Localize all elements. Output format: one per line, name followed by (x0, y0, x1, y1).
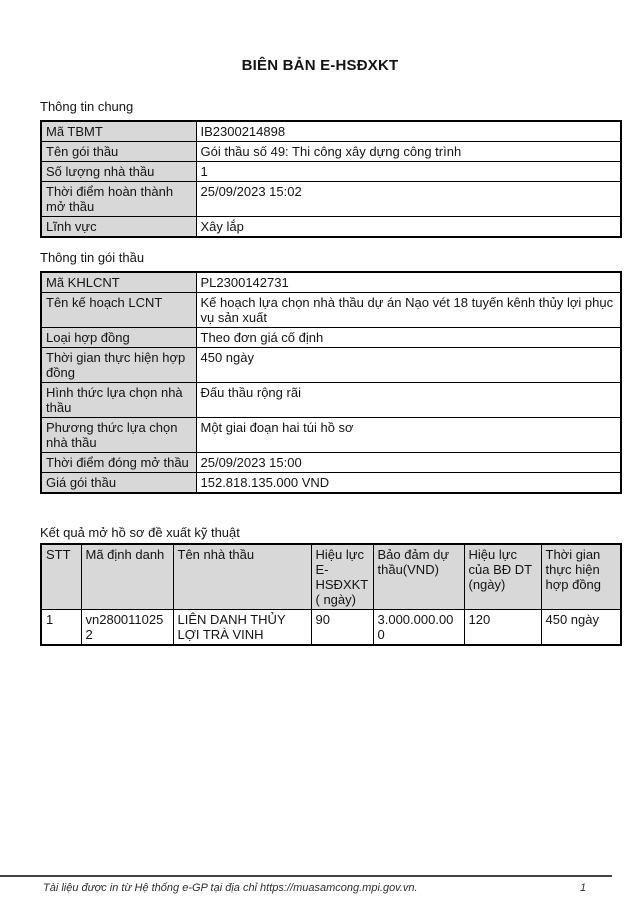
cell-contract-duration: 450 ngày (541, 610, 621, 646)
row-value: 25/09/2023 15:02 (196, 182, 621, 217)
results-header-row (41, 544, 621, 610)
row-label: Thời điểm đóng mở thầu (41, 453, 196, 473)
results-column-header: Bảo đảm dự thầu(VND) (373, 544, 464, 610)
results-column-header: Hiệu lực E-HSĐXKT( ngày) (311, 544, 373, 610)
row-value: Đấu thầu rộng rãi (196, 383, 621, 418)
table-row (41, 142, 621, 162)
row-value: 25/09/2023 15:00 (196, 453, 621, 473)
cell-contractor-id: vn2800110252 (81, 610, 173, 646)
row-label: Thời gian thực hiện hợp đồng (41, 348, 196, 383)
table-row (41, 328, 621, 348)
table-row (41, 418, 621, 453)
table-row (41, 453, 621, 473)
row-value: IB2300214898 (196, 121, 621, 142)
table-row (41, 217, 621, 238)
row-value: Một giai đoạn hai túi hồ sơ (196, 418, 621, 453)
table-row (41, 162, 621, 182)
row-value: PL2300142731 (196, 272, 621, 293)
results-data-row (41, 610, 621, 646)
footer-note: Tài liệu được in từ Hệ thống e-GP tại địa chỉ https://muasamcong.mpi.gov.vn. (43, 882, 418, 894)
row-label: Thời điểm hoàn thành mở thầu (41, 182, 196, 217)
cell-contractor-name: LIÊN DANH THỦY LỢI TRÀ VINH (173, 610, 311, 646)
section-heading-general-info: Thông tin chung (40, 99, 134, 114)
row-value: Kế hoạch lựa chọn nhà thầu dự án Nạo vét 18 tuyến kênh thủy lợi phục vụ sản xuất (196, 293, 621, 328)
row-label: Mã TBMT (41, 121, 196, 142)
general-info-table (40, 120, 622, 238)
row-label: Số lượng nhà thầu (41, 162, 196, 182)
row-value: Gói thầu số 49: Thi công xây dựng công trình (196, 142, 621, 162)
row-label: Phương thức lựa chọn nhà thầu (41, 418, 196, 453)
row-label: Tên gói thầu (41, 142, 196, 162)
row-label: Giá gói thầu (41, 473, 196, 494)
results-column-header: STT (41, 544, 81, 610)
table-row (41, 182, 621, 217)
row-label: Lĩnh vực (41, 217, 196, 238)
row-value: Xây lắp (196, 217, 621, 238)
row-value: Theo đơn giá cố định (196, 328, 621, 348)
cell-validity: 90 (311, 610, 373, 646)
cell-security-validity: 120 (464, 610, 541, 646)
section-heading-results: Kết quả mở hồ sơ đề xuất kỹ thuật (40, 525, 240, 540)
cell-stt: 1 (41, 610, 81, 646)
results-column-header: Hiệu lực của BĐ DT (ngày) (464, 544, 541, 610)
row-label: Mã KHLCNT (41, 272, 196, 293)
document-content (40, 57, 620, 646)
footer-divider (0, 875, 612, 877)
row-value: 450 ngày (196, 348, 621, 383)
table-row (41, 293, 621, 328)
row-label: Tên kế hoạch LCNT (41, 293, 196, 328)
row-label: Hình thức lựa chọn nhà thầu (41, 383, 196, 418)
table-row (41, 121, 621, 142)
page-title: BIÊN BẢN E-HSĐXKT (241, 57, 399, 74)
results-table (40, 543, 622, 646)
package-info-table (40, 271, 622, 494)
table-row (41, 473, 621, 494)
results-column-header: Tên nhà thầu (173, 544, 311, 610)
results-column-header: Mã định danh (81, 544, 173, 610)
row-value: 152.818.135.000 VND (196, 473, 621, 494)
results-column-header: Thời gian thực hiện hợp đồng (541, 544, 621, 610)
section-heading-package-info: Thông tin gói thầu (40, 250, 145, 265)
row-value: 1 (196, 162, 621, 182)
table-row (41, 348, 621, 383)
page-number: 1 (580, 882, 587, 894)
table-row (41, 272, 621, 293)
cell-bid-security: 3.000.000.000 (373, 610, 464, 646)
row-label: Loại hợp đồng (41, 328, 196, 348)
table-row (41, 383, 621, 418)
